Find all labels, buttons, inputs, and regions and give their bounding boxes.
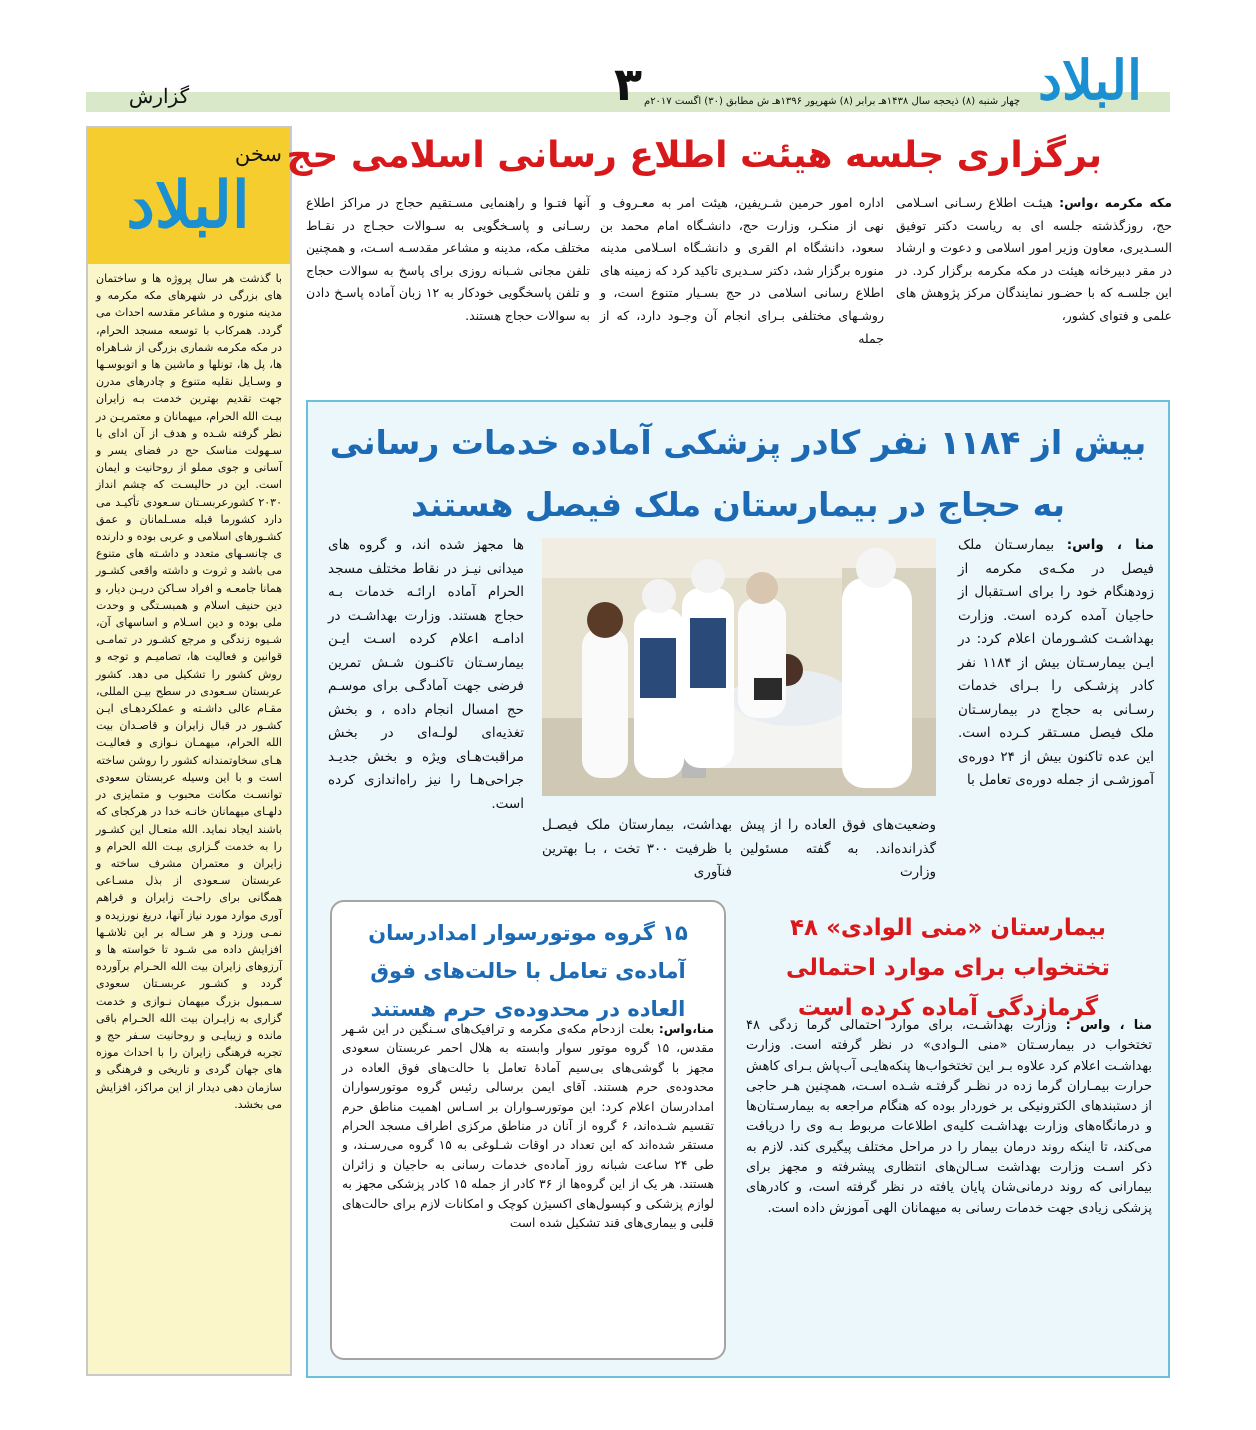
mina-hospital-byline: منا ، واس : (1065, 1018, 1152, 1033)
top-article-column-1 (896, 192, 1172, 388)
top-article-column-2: اداره امور حرمین شـریفین، هیئت امر به معـروف و نهی از منکـر، وزارت حج، دانشـگاه امام محمد بن سعود، دانشگاه ام القری و دانشـگاه اسـلامی مدینه منوره برگزار شد، دکتر سـدیری تاکید کرد که زمینه های اطلاع رسانی اسلامی در حج بسـیار متنوع است، و روشـهای مختلفی بـرای انجام آن وجـود دارد، که از جمله (600, 195, 884, 346)
section-label: گزارش (128, 84, 190, 108)
feature-byline: منا ، واس: (1066, 537, 1154, 553)
top-article-byline: مکه مکرمه ،واس: (1059, 195, 1172, 210)
top-article-column-3: آنها فتـوا و راهنمایی مسـتقیم حجاج در مراکز اطلاع رسـانی و پاسـخگویی به سـوالات حجـاج در نقـاط مختلف مکه، مدینه و مشاعر مقدسـه اسـت، و همچنین تلفن مجانی شـبانه روزی برای پاسخ به سوالات حجاج و تلفن پاسخگویی خودکار به ۱۲ زبان آماده پاسـخ دادن به سوالات حجاج هستند. (306, 195, 590, 323)
page-number: ۳ (613, 57, 643, 111)
motorcycle-article-text: بعلت ازدحام مکه‌ی مکرمه و ترافیک‌های سـنگین در این شـهر مقدس، ۱۵ گروه موتور سوار وابسته به هلال احمر عربستان سعودی مجهز با گوشی‌های بی‌سیم آمادهٔ تعامل با حالت‌های فوق العاده در محدوده‌ی حرم هستند. آقای ایمن برسالی رئیس گروه موتورسواران امدادرسان اعلام کرد: این موتورسـواران بر اسـاس اهمیت مناطق حرم تقسیم شـده‌اند، ۶ گروه از آنان در مناطق مرکزی اطراف مسجد الحرام مستقر شده‌اند که این تعداد در اوقات شـلوغی به ۱۵ گروه می‌رسـند، و طی ۲۴ ساعت شبانه روز آماده‌ی خدمات رسانی به حاجیان و زائران هستند. هر یک از این گروه‌ها از ۳۶ کادر از جمله ۱۵ کادر پزشکی مجهز به لوازم پزشکی و کپسول‌های اکسیژن کوچک و امکانات لازم برای حالت‌های قلبی و بیماری‌های قند تشکیل شده است (342, 1022, 715, 1231)
feature-bottom-text-left: بهداشت، بیمارستان ملک فیصـل با ظرفیت ۳۰۰ تخت ، بـا بهترین فنآوری (542, 817, 732, 880)
top-article-headline: برگزاری جلسه هیئت اطلاع رسانی اسلامی حج (286, 135, 1102, 176)
feature-column-1 (958, 534, 1154, 884)
feature-headline: بیش از ۱۱۸۴ نفر کادر پزشکی آماده خدمات رسانی به حجاج در بیمارستان ملک فیصل هستند (329, 423, 1147, 524)
mina-hospital-text: وزارت بهداشـت، برای موارد احتمالی گرما زدگی ۴۸ تختخواب در بیمارسـتان «منی الـوادی» در نظر گرفته است. وزارت بهداشـت اعلام کرد علاوه بـر این تختخواب‌ها پنکه‌هایـی آب‌پاش بـرای کاهش حرارت بیمـاران گرما زده در نظـر گرفتـه شـده اسـت، همچنین هـر حاجی از دستبندهای الکترونیکی بر خوردار بوده که هنگام مراجعه به بیمارسـتان‌ها و درمانگاه‌های وزارت بهداشـت کلیه‌ی اطلاعات مربوط بـه وی را دریافت می‌کند، تا اینکه روند درمان بیمار را در مراحل مختلف پیگیری کند. لازم به ذکر اسـت وزارت بهداشت سـالن‌های انتظاری پیشرفته و مجهز برای بیمارانی که روند درمانی‌شان پایان یافته در نظر گرفته است، و کادرهای پزشکی زیادی جهت خدمات رسانی به میهمانان الهی آموزش داده است. (746, 1018, 1152, 1216)
masthead-logo: البلاد (1037, 48, 1143, 112)
sidebar-logo: البلاد (126, 168, 250, 243)
sidebar-title: سخن (234, 142, 282, 166)
feature-column-2: ها مجهز شده اند، و گروه های میدانی نیـز در نقاط مختلف مسجد الحرام آماده ارائـه خدمات بـه حجاج هستند. وزارت بهداشـت در ادامـه اعلام کرده اسـت ایـن بیمارسـتان تاکنـون شـش تمرین فرضی جهت آمادگـی برای موسـم حج امسال انجام داده ، و بخش تغذیه‌ای لولـه‌ای در بخش مراقبت‌هـای ویژه و بخش جدیـد جراحی‌هـا را نیز راه‌اندازی کرده است. (328, 537, 524, 812)
hospital-photo (542, 538, 936, 796)
hospital-photo-illustration (542, 538, 936, 796)
motorcycle-article-byline: منا،واس: (658, 1022, 714, 1036)
mina-hospital-headline: بیمارستان «منی الوادی» ۴۸ تختخواب برای موارد احتمالی گرمازدگی آماده کرده است (786, 915, 1110, 1021)
mina-hospital-body (746, 1016, 1152, 1362)
motorcycle-article-headline: ۱۵ گروه موتورسوار امدادرسان آماده‌ی تعامل با حالت‌های فوق العاده در محدوده‌ی حرم هستند (368, 921, 688, 1021)
sidebar-body: با گذشت هر سال پروژه ها و ساختمان های بزرگی در شهرهای مکه مکرمه و مدینه منوره و مشاعر مقدسه احداث می گردد. همرکاب با توسعه مسجد الحرام، در مکه مکرمه شماری بزرگی از شـاهراه ها، پل ها، تونلها و ماشین ها و اتوبوسـها و وسـایل نقلیه متنوع و چادرهای مدرن جهت تقدیم بهترین خدمت بـه زایران بیـت الله الحرام، میهمانان و معتمریـن در نظر گرفته شـده و هدف از آن ادای با سـهولت مناسک حج در فضای یسر و آسانی و جوی مملو از روحانیت و ایمان است. این در حالیسـت که چشم انداز ۲۰۳۰ کشورعربسـتان سـعودی تأکیـد می دارد کشورما قبله مسـلمانان و عمق کشـورهای اسلامی و عربی بوده و دارنده ی چانسـهای متعدد و داشـته های متنوع می باشد و ثروت و داشته واقعی کشـور همانا جامعـه و افراد سـاکن دریـن دیار، و دین حنیف اسلام و همبسـتگی و وحدت ملی بوده و دین اسـلام و اساسهای آن، شـیوه زندگی و مرجع کشـور در تمامـی قوانین و فعالیت ها، تصامیـم و توجه و روش کشور را تشکیل می دهد. کشور عربستان سـعودی در سطح بیـن المللی، مقـام عالی داشـته و عملکردهـای ایـن کشـور در قبال زایران و قاصـدان بیت الله الحرام، میهمـان نـوازی و فعالیـت هـای سخاوتمندانه کشور را روشن ساخته است و با این وسیله عربستان سعودی توانسـت مکانت محبوب و متمایزی در دلهـای میهمانان خانـه خدا در هرکجای که باشند ایجاد نماید. الله متعـال این کشـور را به خدمت گـزاری بیـت الله الحرام و زایران و معتمران مشرف ساخته و عربستان سـعودی از بذل مسـاعی همگانی برای راحـت زایران و فراهم آوری موارد مورد نیاز آنها، دریغ نورزیده و نمـی ورزد و هر سـاله بر این تلاشـها افزایش داده می شـود تا خواسته ها و آرزوهای زایران بیت الله الحـرام برآورده گردد و کشـور عربسـتان سعودی سـمبول بزرگ میهمان نـوازی و خدمت گزاری به زایـران بیت الله الحـرام باقی مانده و زیبایـی و روحانیت سـفر حج و تجربه فرهنگی زایران را با احداث موزه های جهان گردی و تاریخی و فرهنگی و سازمان دهی دیدار از این مراکز، افزایش می بخشد. (96, 272, 282, 1111)
feature-bottom-text-right: وضعیت‌های فوق العاده را از پیش گذرانده‌اند. به گفته مسئولین وزارت (740, 817, 936, 880)
feature-text-1: بیمارسـتان ملک فیصل در مکـه‌ی مکرمه از زودهنگام خود را برای اسـتقبال از حاجیان آمده کرده است. وزارت بهداشـت کشـورمان اعلام کرد: در ایـن بیمارسـتان بیش از ۱۱۸۴ نفر کادر پزشـکی را بـرای خدمات رسـانی به حجاج در بیمارسـتان ملک فیصل مسـتقر کـرده است. این عده تاکنون بیش از ۲۴ دوره‌ی آموزشـی از جمله دوره‌ی تعامل با (958, 537, 1155, 788)
dateline: چهار شنبه (۸) ذیحجه سال ۱۴۳۸هـ برابر (۸) شهریور ۱۳۹۶هـ ش مطابق (۳۰) اگست ۲۰۱۷م (643, 96, 1020, 107)
top-article-text-1: هیئـت اطلاع رسـانی اسـلامی حج، روزگذشته جلسه ای به ریاست دکتر توفیق السـدیری، معاون وزیر امور اسلامی و دعوت و ارشاد در مقر دبیرخانه هیئت در مکه مکرمه برگزار کرد. در این جلسـه که با حضـور نمایندگان مرکز پژوهش های علمی و فتوای کشور، (896, 195, 1172, 323)
motorcycle-article-body (342, 1020, 714, 1350)
